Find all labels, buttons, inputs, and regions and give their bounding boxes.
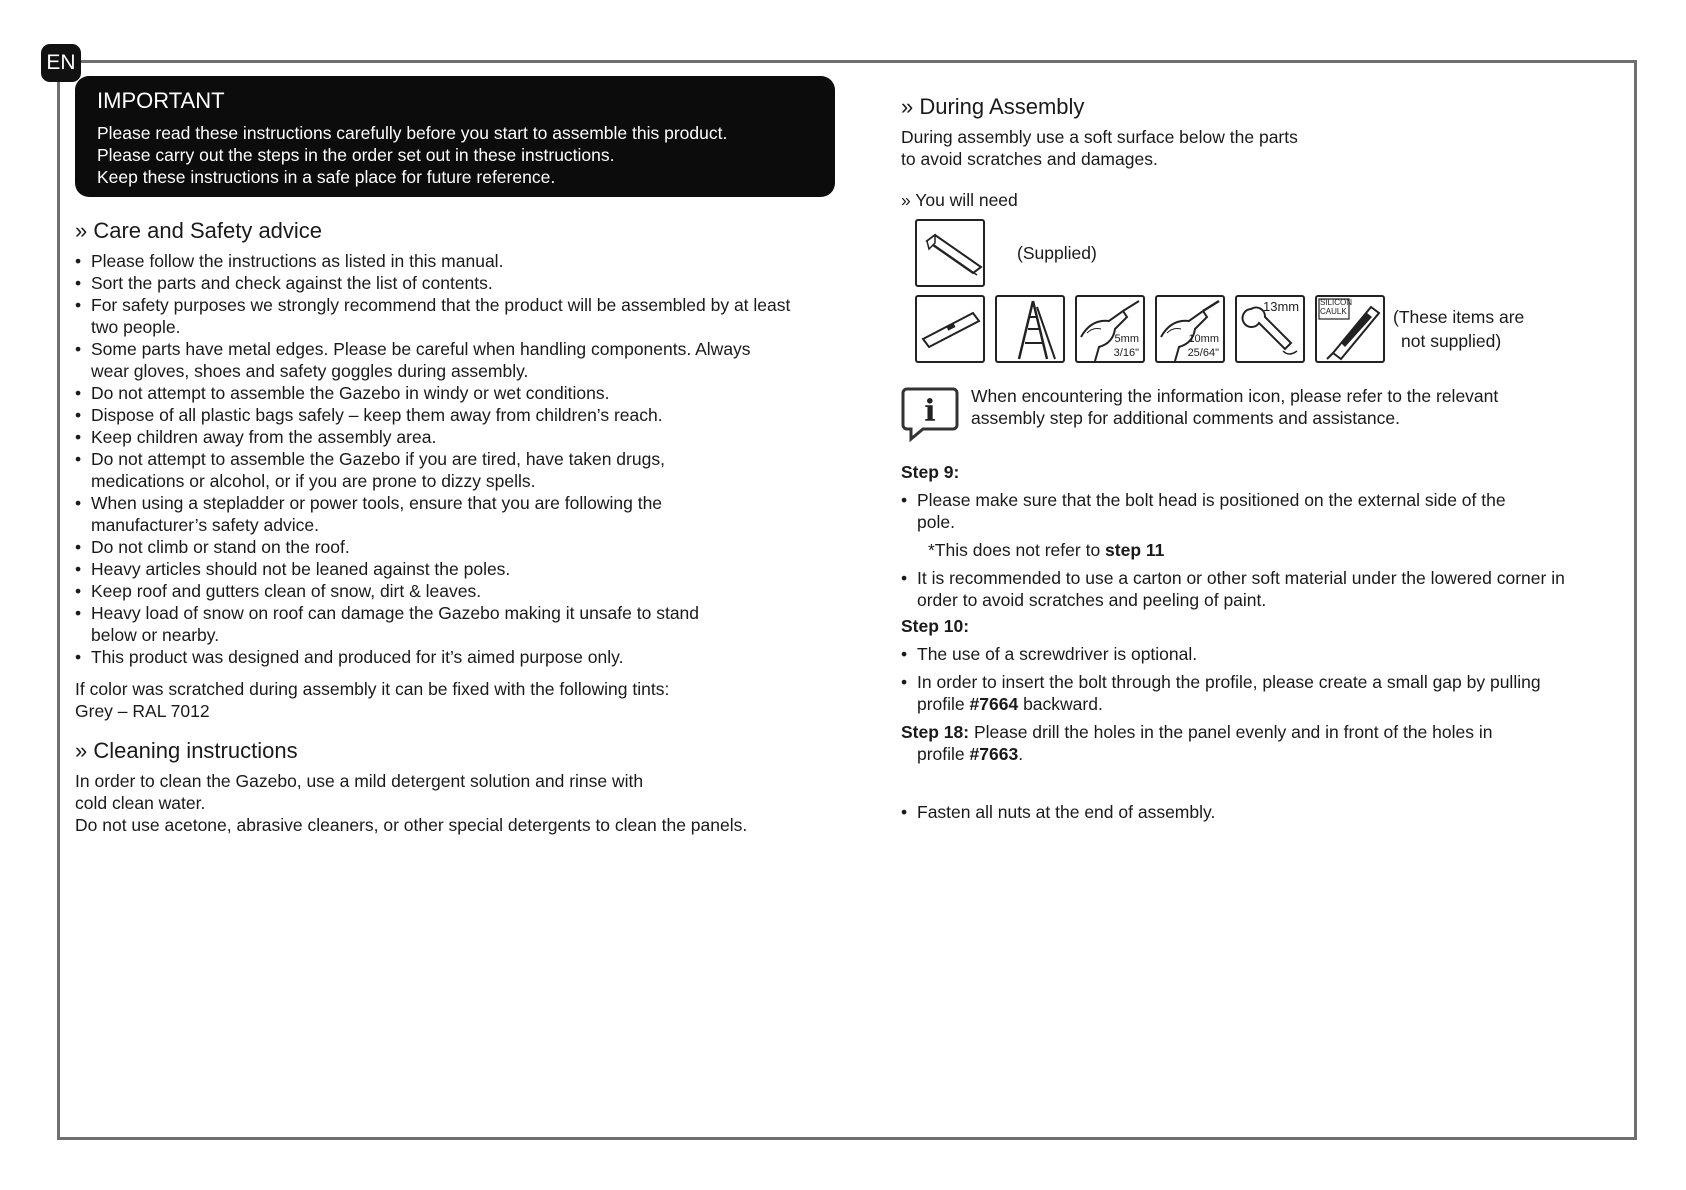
list-item: • Fasten all nuts at the end of assembly. (901, 801, 1581, 823)
during-heading: » During Assembly (901, 94, 1085, 119)
svg-text:i: i (924, 394, 936, 429)
step18-text: Please drill the holes in the panel evenly and in front of the holes in (969, 722, 1493, 742)
list-item: • Please follow the instructions as listed in this manual. (75, 250, 815, 272)
final-list (901, 801, 1581, 823)
list-item: • Heavy articles should not be leaned against the poles. (75, 558, 815, 580)
list-item: • It is recommended to use a carton or other soft material under the lowered corner in order to avoid scratches and peeling of paint. (901, 567, 1577, 611)
wrench-size: 13mm (1263, 299, 1300, 314)
info-line: When encountering the information icon, please refer to the relevant (971, 386, 1499, 406)
list-item: • Dispose of all plastic bags safely – keep them away from children’s reach. (75, 404, 815, 426)
drill-size-inch: 3/16" (1113, 347, 1139, 359)
drill-size: 5mm (1114, 333, 1139, 345)
drill-size: 10mm (1188, 333, 1219, 345)
drill-icon (1155, 295, 1225, 363)
step10-text: backward. (1018, 694, 1103, 714)
step9-list-2 (901, 567, 1581, 611)
caulk-label: SILICON (1320, 298, 1353, 307)
during-line: to avoid scratches and damages. (901, 149, 1158, 169)
need-heading: » You will need (901, 190, 1018, 210)
supplied-label: (Supplied) (1017, 242, 1097, 263)
list-item: • When using a stepladder or power tools, ensure that you are following the manufacturer’s safety advice. (75, 492, 741, 536)
profile-ref: #7663 (969, 744, 1019, 764)
list-item: • Heavy load of snow on roof can damage the Gazebo making it unsafe to stand below or nearby. (75, 602, 731, 646)
important-line: Please carry out the steps in the order set out in these instructions. (97, 145, 615, 165)
list-item (901, 671, 1582, 715)
list-item: • Sort the parts and check against the list of contents. (75, 272, 815, 294)
profile-bar-icon (915, 219, 985, 287)
step10-label: Step 10: (901, 616, 970, 636)
info-icon (901, 385, 959, 443)
left-column (75, 218, 815, 836)
step18-text: . (1018, 744, 1024, 764)
list-item (901, 489, 1581, 533)
tools-row (915, 295, 1581, 363)
list-item: • Some parts have metal edges. Please be careful when handling components. Always wear gloves, shoes and safety goggles during assembly. (75, 338, 771, 382)
cleaning-line: In order to clean the Gazebo, use a mild detergent solution and rinse with (75, 771, 644, 791)
supplied-row (915, 219, 1581, 287)
info-text (971, 385, 1498, 429)
caulk-label: CAULK (1320, 307, 1347, 316)
list-item: • This product was designed and produced for it’s aimed purpose only. (75, 646, 815, 668)
not-supplied-note (1393, 305, 1524, 353)
right-column (901, 94, 1581, 823)
care-list (75, 250, 815, 668)
step18-line2 (901, 743, 1581, 765)
list-item: • Do not attempt to assemble the Gazebo if you are tired, have taken drugs, medications or alcohol, or if you are prone to dizzy spells. (75, 448, 751, 492)
language-badge: EN (41, 44, 81, 82)
not-supplied-line: (These items are (1393, 307, 1525, 327)
step18-label: Step 18: (901, 722, 970, 742)
list-item: • For safety purposes we strongly recommend that the product will be assembled by at least two people. (75, 294, 791, 338)
cleaning-line: Do not use acetone, abrasive cleaners, or other special detergents to clean the panels. (75, 815, 748, 835)
step18-text: profile (917, 744, 970, 764)
drill-icon (1075, 295, 1145, 363)
care-heading: » Care and Safety advice (75, 218, 323, 243)
profile-ref: #7664 (969, 694, 1019, 714)
cleaning-heading: » Cleaning instructions (75, 738, 298, 763)
tint-value: Grey – RAL 7012 (75, 701, 210, 721)
during-line: During assembly use a soft surface below the parts (901, 127, 1298, 147)
step18 (901, 721, 1581, 765)
not-supplied-line: not supplied) (1401, 331, 1502, 351)
step9-line: pole. (917, 512, 955, 532)
drill-size-inch: 25/64" (1187, 347, 1219, 359)
step9-label: Step 9: (901, 462, 960, 482)
list-item: • Keep children away from the assembly area. (75, 426, 815, 448)
cleaning-line: cold clean water. (75, 793, 206, 813)
info-row (901, 385, 1581, 443)
step10-text: In order to insert the bolt through the profile, please create a small gap by pulling profile (917, 672, 1541, 714)
level-icon (915, 295, 985, 363)
ladder-icon (995, 295, 1065, 363)
caulk-gun-icon (1315, 295, 1385, 363)
important-box (75, 76, 835, 197)
step9-list (901, 489, 1581, 533)
step9-note-ref: step 11 (1105, 540, 1165, 560)
list-item: • Do not attempt to assemble the Gazebo in windy or wet conditions. (75, 382, 815, 404)
step9-line: • Please make sure that the bolt head is positioned on the external side of the (917, 490, 1506, 510)
tint-line: If color was scratched during assembly it can be fixed with the following tints: (75, 679, 670, 699)
important-line: Please read these instructions carefully before you start to assemble this product. (97, 123, 728, 143)
list-item: • Keep roof and gutters clean of snow, dirt & leaves. (75, 580, 815, 602)
wrench-icon (1235, 295, 1305, 363)
list-item: • Do not climb or stand on the roof. (75, 536, 815, 558)
step9-note-text: *This does not refer to (928, 540, 1106, 560)
info-line: assembly step for additional comments and assistance. (971, 408, 1400, 428)
important-line: Keep these instructions in a safe place for future reference. (97, 167, 556, 187)
important-title: IMPORTANT (97, 88, 225, 113)
step10-list (901, 643, 1581, 715)
list-item: • The use of a screwdriver is optional. (901, 643, 1581, 665)
step9-note (901, 539, 1581, 561)
